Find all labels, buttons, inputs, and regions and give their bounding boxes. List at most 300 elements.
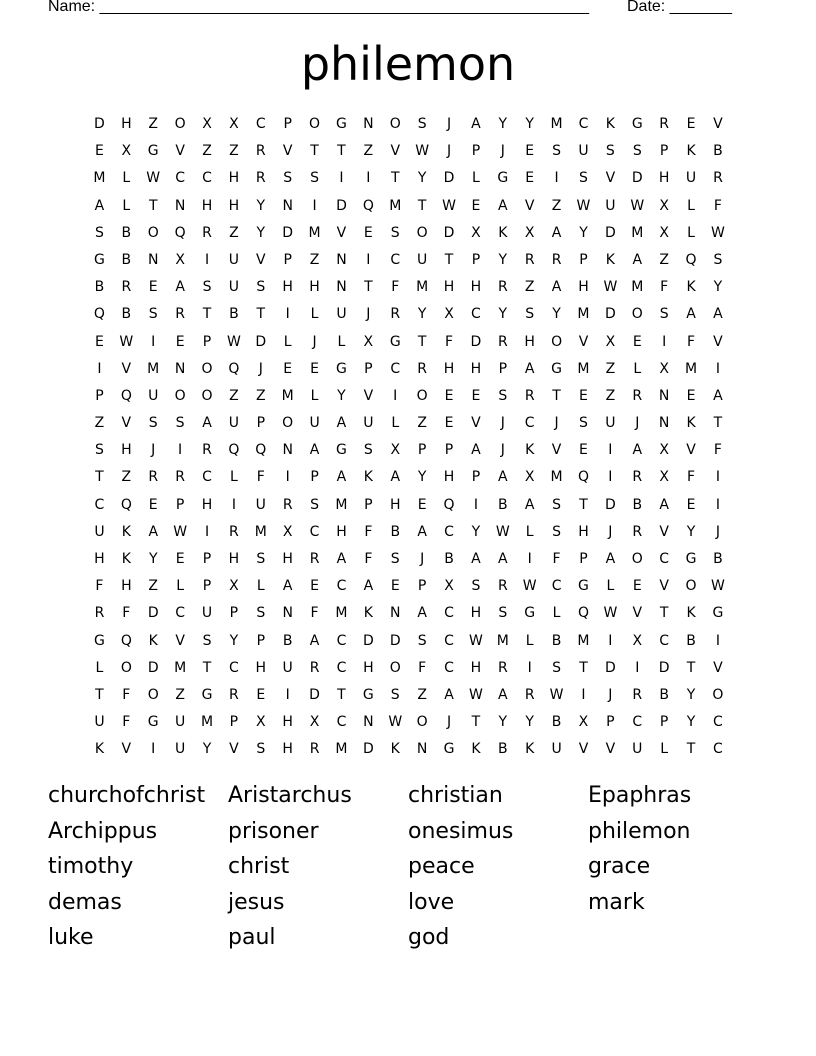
grid-letter[interactable]: T <box>364 279 373 296</box>
grid-letter[interactable]: Y <box>229 632 239 649</box>
grid-letter[interactable]: R <box>497 578 508 595</box>
grid-letter[interactable]: G <box>94 632 105 649</box>
grid-letter[interactable]: E <box>444 387 454 404</box>
grid-letter[interactable]: E <box>579 387 588 404</box>
grid-letter[interactable]: T <box>95 469 104 486</box>
grid-letter[interactable]: F <box>364 523 373 540</box>
grid-letter[interactable]: H <box>282 714 293 731</box>
grid-letter[interactable]: A <box>417 605 427 622</box>
grid-letter[interactable]: L <box>95 659 104 676</box>
grid-letter[interactable]: E <box>632 333 642 350</box>
grid-letter[interactable]: Y <box>525 714 534 731</box>
grid-letter[interactable]: T <box>417 197 427 214</box>
grid-letter[interactable]: J <box>500 415 505 432</box>
grid-letter[interactable]: D <box>94 116 105 132</box>
grid-letter[interactable]: M <box>308 224 321 241</box>
grid-letter[interactable]: E <box>148 496 158 513</box>
grid-letter[interactable]: X <box>229 578 239 595</box>
grid-letter[interactable]: S <box>390 551 400 567</box>
grid-letter[interactable]: T <box>148 197 158 214</box>
grid-letter[interactable]: N <box>282 605 293 622</box>
grid-letter[interactable]: Z <box>148 116 159 132</box>
grid-letter[interactable]: U <box>228 279 240 296</box>
grid-letter[interactable]: S <box>659 306 669 323</box>
grid-letter[interactable]: A <box>498 686 508 703</box>
grid-letter[interactable]: J <box>715 523 720 540</box>
grid-letter[interactable]: S <box>552 496 562 513</box>
grid-letter[interactable]: K <box>686 605 696 622</box>
grid-letter[interactable]: J <box>366 306 371 323</box>
grid-letter[interactable]: E <box>632 578 642 595</box>
grid-letter[interactable]: K <box>363 469 373 486</box>
grid-letter[interactable]: H <box>470 360 482 377</box>
grid-letter[interactable]: B <box>659 686 669 703</box>
grid-letter[interactable]: P <box>256 415 266 432</box>
grid-letter[interactable]: O <box>282 415 294 432</box>
grid-letter[interactable]: Z <box>148 578 159 595</box>
grid-letter[interactable]: V <box>551 442 562 459</box>
grid-letter[interactable]: T <box>256 306 266 323</box>
grid-letter[interactable]: A <box>713 387 723 404</box>
grid-letter[interactable]: T <box>471 714 481 731</box>
grid-letter[interactable]: R <box>309 741 320 758</box>
grid-letter[interactable]: Z <box>605 360 616 377</box>
grid-letter[interactable]: S <box>256 551 266 567</box>
grid-letter[interactable]: Z <box>94 415 105 432</box>
grid-letter[interactable]: Y <box>417 469 427 486</box>
grid-letter[interactable]: U <box>685 170 697 187</box>
grid-letter[interactable]: Y <box>256 197 266 214</box>
grid-letter[interactable]: R <box>524 251 535 268</box>
grid-letter[interactable]: S <box>175 415 185 432</box>
grid-letter[interactable]: Q <box>685 251 697 268</box>
grid-letter[interactable]: O <box>201 360 213 377</box>
grid-letter[interactable]: V <box>713 659 723 676</box>
grid-letter[interactable]: A <box>632 251 643 268</box>
grid-letter[interactable]: Q <box>120 632 132 649</box>
grid-letter[interactable]: S <box>202 279 212 296</box>
grid-letter[interactable]: A <box>417 523 427 540</box>
grid-letter[interactable]: G <box>94 251 105 268</box>
grid-letter[interactable]: D <box>309 686 320 703</box>
grid-letter[interactable]: S <box>498 387 508 404</box>
grid-letter[interactable]: V <box>363 387 374 404</box>
grid-letter[interactable]: R <box>148 469 159 486</box>
grid-letter[interactable]: W <box>603 279 618 296</box>
grid-letter[interactable]: Y <box>202 741 212 758</box>
grid-letter[interactable]: W <box>468 632 483 649</box>
grid-letter[interactable]: M <box>577 632 590 649</box>
grid-letter[interactable]: P <box>579 251 588 268</box>
grid-letter[interactable]: L <box>687 197 695 214</box>
grid-letter[interactable]: I <box>715 469 720 486</box>
grid-letter[interactable]: C <box>336 659 347 676</box>
grid-letter[interactable]: E <box>310 578 319 595</box>
grid-letter[interactable]: S <box>148 415 158 432</box>
grid-letter[interactable]: S <box>390 686 400 703</box>
grid-letter[interactable]: D <box>443 224 455 241</box>
grid-letter[interactable]: S <box>95 224 104 241</box>
grid-letter[interactable]: B <box>229 306 239 323</box>
grid-letter[interactable]: B <box>444 551 454 567</box>
grid-letter[interactable]: D <box>604 306 616 323</box>
grid-letter[interactable]: H <box>578 523 589 540</box>
grid-letter[interactable]: U <box>174 741 186 758</box>
grid-letter[interactable]: U <box>94 523 105 540</box>
grid-letter[interactable]: V <box>686 442 696 459</box>
grid-letter[interactable]: A <box>524 360 535 377</box>
grid-letter[interactable]: V <box>336 224 347 241</box>
grid-letter[interactable]: X <box>175 251 185 268</box>
grid-letter[interactable]: M <box>254 523 267 540</box>
grid-letter[interactable]: I <box>366 251 371 268</box>
grid-letter[interactable]: E <box>525 143 535 160</box>
grid-letter[interactable]: O <box>120 659 132 676</box>
grid-letter[interactable]: Z <box>363 143 374 160</box>
grid-letter[interactable]: U <box>336 306 347 323</box>
grid-letter[interactable]: W <box>522 578 537 595</box>
grid-letter[interactable]: V <box>659 578 669 595</box>
grid-letter[interactable]: Z <box>417 686 427 703</box>
grid-letter[interactable]: D <box>147 605 159 622</box>
grid-letter[interactable]: O <box>685 578 697 595</box>
grid-letter[interactable]: R <box>202 224 212 241</box>
grid-letter[interactable]: M <box>335 741 348 758</box>
grid-letter[interactable]: E <box>363 224 373 241</box>
grid-letter[interactable]: C <box>444 632 454 649</box>
grid-letter[interactable]: X <box>659 197 669 214</box>
grid-letter[interactable]: O <box>174 116 186 132</box>
grid-letter[interactable]: D <box>604 659 616 676</box>
grid-letter[interactable]: K <box>94 741 105 758</box>
grid-letter[interactable]: N <box>174 197 186 214</box>
grid-letter[interactable]: I <box>473 496 478 513</box>
grid-letter[interactable]: H <box>282 741 293 758</box>
grid-letter[interactable]: N <box>416 741 428 758</box>
grid-letter[interactable]: R <box>524 686 535 703</box>
date-field-label[interactable]: Date: _______ <box>627 0 732 15</box>
grid-letter[interactable]: H <box>443 469 455 486</box>
grid-letter[interactable]: A <box>309 442 320 459</box>
grid-letter[interactable]: A <box>713 306 723 323</box>
grid-letter[interactable]: O <box>631 551 643 567</box>
grid-letter[interactable]: T <box>310 143 319 160</box>
grid-letter[interactable]: W <box>442 197 456 214</box>
grid-letter[interactable]: U <box>417 251 428 268</box>
grid-letter[interactable]: S <box>605 143 615 160</box>
grid-letter[interactable]: X <box>444 306 454 323</box>
grid-letter[interactable]: G <box>712 605 724 622</box>
grid-letter[interactable]: X <box>632 632 643 649</box>
grid-letter[interactable]: J <box>446 116 452 132</box>
grid-letter[interactable]: W <box>468 686 483 703</box>
grid-letter[interactable]: M <box>335 496 348 513</box>
grid-letter[interactable]: T <box>659 605 669 622</box>
grid-letter[interactable]: H <box>282 551 293 567</box>
grid-letter[interactable]: L <box>229 469 238 486</box>
grid-letter[interactable]: A <box>390 469 401 486</box>
grid-letter[interactable]: T <box>337 143 346 160</box>
grid-letter[interactable]: J <box>500 143 505 160</box>
grid-letter[interactable]: G <box>362 686 374 703</box>
grid-letter[interactable]: G <box>497 170 509 187</box>
grid-letter[interactable]: W <box>576 197 591 214</box>
grid-letter[interactable]: Q <box>93 306 105 323</box>
grid-letter[interactable]: D <box>255 333 267 350</box>
grid-letter[interactable]: S <box>552 523 562 540</box>
grid-letter[interactable]: R <box>309 551 320 567</box>
grid-letter[interactable]: L <box>525 632 534 649</box>
grid-letter[interactable]: V <box>713 116 723 132</box>
grid-letter[interactable]: M <box>335 605 348 622</box>
grid-letter[interactable]: R <box>229 686 239 703</box>
grid-letter[interactable]: I <box>608 442 613 459</box>
grid-letter[interactable]: V <box>121 415 132 432</box>
grid-letter[interactable]: L <box>122 170 131 187</box>
grid-letter[interactable]: L <box>310 306 319 323</box>
grid-letter[interactable]: C <box>255 116 266 132</box>
grid-letter[interactable]: C <box>390 360 401 377</box>
grid-letter[interactable]: C <box>444 659 454 676</box>
grid-letter[interactable]: M <box>550 469 563 486</box>
grid-letter[interactable]: P <box>659 143 669 160</box>
grid-letter[interactable]: U <box>632 741 643 758</box>
grid-letter[interactable]: A <box>551 224 562 241</box>
grid-letter[interactable]: Y <box>337 387 346 404</box>
grid-letter[interactable]: K <box>525 442 535 459</box>
grid-letter[interactable]: X <box>659 469 669 486</box>
grid-letter[interactable]: H <box>658 170 670 187</box>
grid-letter[interactable]: D <box>470 333 482 350</box>
grid-letter[interactable]: C <box>175 605 185 622</box>
grid-letter[interactable]: A <box>605 551 616 567</box>
grid-letter[interactable]: E <box>579 442 588 459</box>
grid-letter[interactable]: E <box>471 387 481 404</box>
grid-letter[interactable]: Q <box>443 496 455 513</box>
grid-letter[interactable]: R <box>524 387 535 404</box>
grid-letter[interactable]: G <box>201 686 213 703</box>
grid-letter[interactable]: S <box>525 306 535 323</box>
grid-letter[interactable]: N <box>363 714 374 731</box>
grid-letter[interactable]: C <box>336 714 347 731</box>
grid-letter[interactable]: A <box>498 551 508 567</box>
grid-letter[interactable]: X <box>121 143 132 160</box>
grid-letter[interactable]: C <box>444 523 454 540</box>
grid-letter[interactable]: I <box>339 170 344 187</box>
grid-letter[interactable]: H <box>363 659 374 676</box>
grid-letter[interactable]: V <box>632 605 643 622</box>
grid-letter[interactable]: Y <box>417 306 427 323</box>
grid-letter[interactable]: B <box>121 306 132 323</box>
grid-letter[interactable]: S <box>256 279 266 296</box>
grid-letter[interactable]: T <box>202 306 212 323</box>
grid-letter[interactable]: X <box>605 333 616 350</box>
grid-letter[interactable]: Z <box>659 251 669 268</box>
grid-letter[interactable]: J <box>635 415 640 432</box>
grid-letter[interactable]: G <box>551 360 563 377</box>
grid-letter[interactable]: S <box>283 170 293 187</box>
grid-letter[interactable]: C <box>659 551 670 567</box>
grid-letter[interactable]: Y <box>525 116 534 132</box>
grid-letter[interactable]: S <box>552 143 562 160</box>
grid-letter[interactable]: Z <box>175 686 185 703</box>
grid-letter[interactable]: M <box>416 279 429 296</box>
grid-letter[interactable]: R <box>632 523 643 540</box>
grid-letter[interactable]: M <box>684 360 698 377</box>
grid-letter[interactable]: R <box>94 605 105 622</box>
grid-letter[interactable]: G <box>443 741 455 758</box>
grid-letter[interactable]: Q <box>577 605 589 622</box>
grid-letter[interactable]: L <box>391 415 400 432</box>
grid-letter[interactable]: M <box>174 659 187 676</box>
grid-letter[interactable]: Y <box>471 523 481 540</box>
grid-letter[interactable]: F <box>122 686 131 703</box>
grid-letter[interactable]: U <box>201 605 213 622</box>
grid-letter[interactable]: Q <box>174 224 186 241</box>
grid-letter[interactable]: E <box>444 415 454 432</box>
grid-letter[interactable]: C <box>390 251 401 268</box>
grid-letter[interactable]: N <box>174 360 186 377</box>
grid-letter[interactable]: G <box>336 442 347 459</box>
grid-letter[interactable]: Z <box>551 197 562 214</box>
name-field-label[interactable]: Name: _______________________________________________________ <box>48 0 589 15</box>
grid-letter[interactable]: I <box>527 659 532 676</box>
grid-letter[interactable]: M <box>631 279 644 296</box>
grid-letter[interactable]: S <box>310 496 320 513</box>
grid-letter[interactable]: E <box>283 360 293 377</box>
grid-letter[interactable]: S <box>471 578 481 595</box>
grid-letter[interactable]: U <box>174 714 186 731</box>
grid-letter[interactable]: V <box>578 333 589 350</box>
grid-letter[interactable]: L <box>310 387 319 404</box>
grid-letter[interactable]: S <box>363 442 373 459</box>
grid-letter[interactable]: P <box>202 551 212 567</box>
grid-letter[interactable]: S <box>202 632 212 649</box>
grid-letter[interactable]: B <box>498 741 508 758</box>
grid-letter[interactable]: R <box>309 659 320 676</box>
grid-letter[interactable]: H <box>443 279 455 296</box>
grid-letter[interactable]: S <box>417 116 427 132</box>
grid-letter[interactable]: D <box>362 741 374 758</box>
grid-letter[interactable]: B <box>121 251 132 268</box>
grid-letter[interactable]: U <box>605 197 616 214</box>
grid-letter[interactable]: M <box>281 387 294 404</box>
grid-letter[interactable]: B <box>632 496 643 513</box>
grid-letter[interactable]: R <box>497 333 508 350</box>
grid-letter[interactable]: B <box>686 632 696 649</box>
grid-letter[interactable]: V <box>282 143 293 160</box>
grid-letter[interactable]: K <box>605 251 615 268</box>
grid-letter[interactable]: U <box>228 415 240 432</box>
grid-letter[interactable]: R <box>202 442 212 459</box>
grid-letter[interactable]: C <box>336 632 347 649</box>
grid-letter[interactable]: O <box>389 659 401 676</box>
grid-letter[interactable]: R <box>282 496 293 513</box>
grid-letter[interactable]: Q <box>255 442 267 459</box>
grid-letter[interactable]: Q <box>362 197 374 214</box>
grid-letter[interactable]: X <box>282 523 293 540</box>
grid-letter[interactable]: Z <box>605 387 616 404</box>
grid-letter[interactable]: K <box>498 224 508 241</box>
grid-letter[interactable]: M <box>496 632 509 649</box>
grid-letter[interactable]: P <box>471 469 481 486</box>
grid-letter[interactable]: U <box>255 496 266 513</box>
grid-letter[interactable]: L <box>633 360 642 377</box>
grid-letter[interactable]: L <box>283 333 292 350</box>
grid-letter[interactable]: Q <box>228 360 240 377</box>
grid-letter[interactable]: E <box>175 333 185 350</box>
grid-letter[interactable]: V <box>390 143 401 160</box>
grid-letter[interactable]: L <box>552 605 561 622</box>
grid-letter[interactable]: H <box>524 333 535 350</box>
grid-letter[interactable]: L <box>687 224 695 241</box>
grid-letter[interactable]: R <box>175 469 185 486</box>
grid-letter[interactable]: B <box>121 224 132 241</box>
grid-letter[interactable]: P <box>175 496 185 513</box>
grid-letter[interactable]: C <box>444 605 454 622</box>
grid-letter[interactable]: G <box>524 605 536 622</box>
grid-letter[interactable]: R <box>659 116 670 132</box>
grid-letter[interactable]: D <box>443 170 455 187</box>
grid-letter[interactable]: F <box>552 551 561 567</box>
grid-letter[interactable]: O <box>389 116 401 132</box>
grid-letter[interactable]: K <box>148 632 158 649</box>
grid-letter[interactable]: H <box>336 523 347 540</box>
grid-letter[interactable]: I <box>715 632 720 649</box>
grid-letter[interactable]: P <box>283 116 292 132</box>
grid-letter[interactable]: R <box>497 279 508 296</box>
grid-letter[interactable]: H <box>201 496 213 513</box>
grid-letter[interactable]: M <box>550 116 563 132</box>
grid-letter[interactable]: B <box>713 551 723 567</box>
grid-letter[interactable]: N <box>363 116 374 132</box>
grid-letter[interactable]: U <box>282 659 293 676</box>
grid-letter[interactable]: R <box>632 686 643 703</box>
grid-letter[interactable]: V <box>605 170 616 187</box>
grid-letter[interactable]: B <box>713 143 723 160</box>
grid-letter[interactable]: M <box>631 224 644 241</box>
grid-letter[interactable]: C <box>175 170 185 187</box>
grid-letter[interactable]: K <box>686 143 696 160</box>
grid-letter[interactable]: P <box>229 605 239 622</box>
grid-letter[interactable]: P <box>417 442 427 459</box>
grid-letter[interactable]: P <box>256 632 266 649</box>
grid-letter[interactable]: H <box>121 578 132 595</box>
grid-letter[interactable]: Z <box>309 251 320 268</box>
grid-letter[interactable]: F <box>122 605 131 622</box>
grid-letter[interactable]: N <box>336 251 347 268</box>
grid-letter[interactable]: A <box>175 279 185 296</box>
grid-letter[interactable]: A <box>336 551 347 567</box>
grid-letter[interactable]: A <box>282 578 293 595</box>
grid-letter[interactable]: G <box>147 714 159 731</box>
grid-letter[interactable]: S <box>256 605 266 622</box>
grid-letter[interactable]: X <box>659 442 669 459</box>
grid-letter[interactable]: C <box>551 578 562 595</box>
grid-letter[interactable]: T <box>579 659 588 676</box>
grid-letter[interactable]: C <box>713 741 723 758</box>
grid-letter[interactable]: F <box>687 333 696 350</box>
grid-letter[interactable]: A <box>309 632 320 649</box>
grid-letter[interactable]: E <box>471 197 481 214</box>
grid-letter[interactable]: U <box>148 387 159 404</box>
grid-letter[interactable]: X <box>524 469 535 486</box>
grid-letter[interactable]: H <box>470 279 482 296</box>
grid-letter[interactable]: W <box>495 523 510 540</box>
grid-letter[interactable]: K <box>686 415 696 432</box>
grid-letter[interactable]: M <box>93 170 106 187</box>
grid-letter[interactable]: C <box>578 116 589 132</box>
